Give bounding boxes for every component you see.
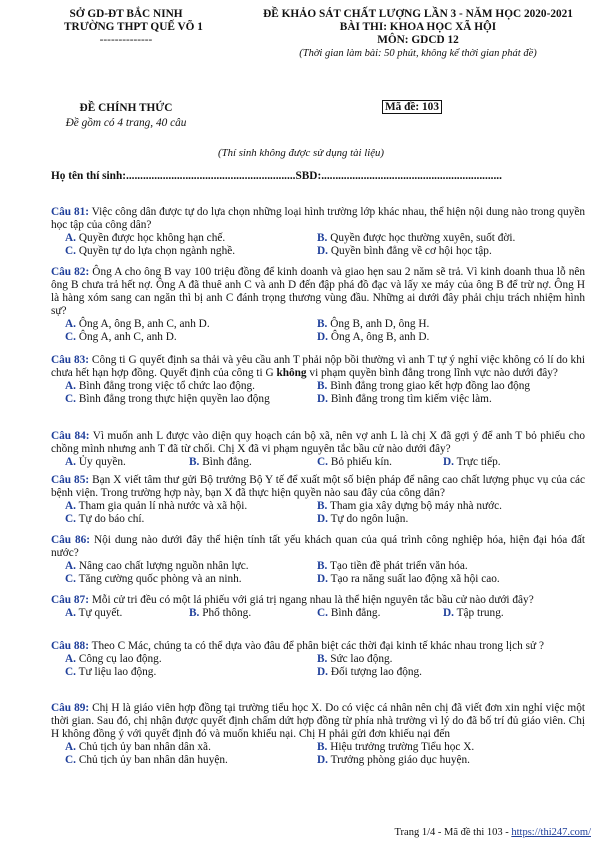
option-letter: A. (65, 318, 76, 331)
options-row (51, 573, 585, 586)
answer-option-b[interactable] (317, 380, 530, 393)
option-text: Bình đẳng trong giao kết hợp đồng lao động (330, 380, 531, 393)
option-text: Quyền tự do lựa chọn ngành nghề. (78, 245, 236, 258)
option-letter: B. (317, 500, 328, 513)
option-text: Quyền bình đẳng về cơ hội học tập. (330, 245, 492, 258)
question (51, 474, 585, 526)
question (51, 430, 585, 469)
option-text: Tạo tiền đề phát triển văn hóa. (329, 560, 468, 573)
answer-option-b[interactable] (317, 560, 468, 573)
question-text: Vì muốn anh L được vào diện quy hoạch cán bộ xã, nên vợ anh L là chị X đã gợi ý để anh T bỏ phiếu cho chồng mình nhưng anh T đã từ chối. Chị X đã vi phạm nguyên tắc bầu cử nào dưới đây? (51, 430, 585, 456)
option-text: Tham gia quản lí nhà nước và xã hội. (78, 500, 248, 513)
answer-option-c[interactable] (65, 513, 144, 526)
answer-option-a[interactable] (65, 741, 211, 754)
footer-text: Trang 1/4 - Mã đề thi 103 - (394, 827, 512, 838)
option-letter: D. (443, 456, 454, 469)
question-number: Câu 89: (51, 702, 90, 714)
question-text: Mỗi cử tri đều có một lá phiếu với giá trị ngang nhau là thể hiện nguyên tắc bầu cử nào dưới đây? (91, 594, 534, 606)
options-row (51, 245, 585, 258)
option-letter: A. (65, 456, 76, 469)
answer-option-c[interactable] (65, 331, 177, 344)
options-row (51, 754, 585, 767)
options-row (51, 653, 585, 666)
answer-option-b[interactable] (317, 318, 429, 331)
exam-subject-group: BÀI THI: KHOA HỌC XÃ HỘI (339, 21, 497, 34)
option-text: Tập trung. (456, 607, 504, 620)
question (51, 594, 585, 620)
question-stem (51, 702, 585, 741)
question-stem (51, 266, 585, 318)
question (51, 354, 585, 406)
option-text: Bỏ phiếu kín. (330, 456, 393, 469)
option-text: Ông A, ông B, anh D. (330, 331, 430, 344)
footer-link[interactable]: https://thi247.com/ (511, 827, 591, 838)
question (51, 534, 585, 586)
options-row (51, 741, 585, 754)
options-row (51, 331, 585, 344)
question-number: Câu 86: (51, 534, 91, 546)
question-text: Chị H là giáo viên hợp đồng tại trường tiểu học X. Do có việc cá nhân nên chị đã viết đơn xin nghỉ việc một thời gian. Sau đó, chị nhận được quyết định chấm dứt hợp đồng từ phía nhà trường vì lý do đã bố trí đủ giáo viên. Chị H không đồng ý với quyết định đó và muốn khiếu nại. Chị H phải gửi đơn khiếu nại đến (51, 702, 585, 741)
option-text: Công cụ lao động. (78, 653, 162, 666)
option-letter: C. (65, 513, 76, 526)
answer-option-c[interactable] (65, 245, 235, 258)
answer-option-a[interactable] (65, 500, 247, 513)
option-text: Chủ tịch ủy ban nhân dân huyện. (78, 754, 228, 767)
question-stem (51, 354, 585, 380)
option-letter: D. (317, 393, 328, 406)
option-letter: C. (65, 573, 76, 586)
option-letter: B. (189, 607, 200, 620)
exam-title: ĐỀ KHẢO SÁT CHẤT LƯỢNG LẦN 3 - NĂM HỌC 2020-2021 (263, 8, 573, 20)
answer-option-d[interactable] (317, 573, 500, 586)
answer-option-d[interactable] (317, 245, 492, 258)
header-right (244, 8, 592, 60)
answer-option-b[interactable] (317, 741, 474, 754)
options-row (51, 607, 585, 620)
candidate-info-line: Họ tên thí sinh:............................................................SBD:................................................................ (51, 170, 502, 182)
option-letter: D. (317, 754, 328, 767)
option-letter: A. (65, 560, 76, 573)
question (51, 702, 585, 767)
answer-option-d[interactable] (317, 393, 492, 406)
options-row (51, 500, 585, 513)
option-letter: B. (317, 232, 328, 245)
answer-option-a[interactable] (65, 318, 210, 331)
exam-code: Mã đề: 103 (382, 100, 442, 114)
option-text: Trưởng phòng giáo dục huyện. (330, 754, 470, 767)
answer-option-d[interactable] (317, 513, 408, 526)
option-text: Ông B, anh D, ông H. (330, 318, 430, 331)
option-text: Tự do ngôn luận. (330, 513, 409, 526)
question (51, 266, 585, 345)
options-row (51, 666, 585, 679)
option-letter: B. (317, 653, 328, 666)
option-letter: C. (65, 393, 76, 406)
option-letter: A. (65, 607, 76, 620)
option-text: Tham gia xây dựng bộ máy nhà nước. (329, 500, 502, 513)
option-text: Bình đẳng trong thực hiện quyền lao động (78, 393, 270, 406)
answer-option-a[interactable] (65, 380, 255, 393)
answer-option-c[interactable] (65, 754, 228, 767)
department-name: SỞ GD-ĐT BẮC NINH (69, 8, 183, 20)
option-letter: B. (317, 380, 328, 393)
option-text: Quyền được học không hạn chế. (78, 232, 226, 245)
options-row (51, 513, 585, 526)
question-text: Công ti G quyết định sa thải và yêu cầu anh T phải nộp bồi thường vì anh T tự ý nghỉ việc không có lí do khi chưa hết hạn hợp đồng. Quyết định của công ti G (51, 354, 585, 380)
option-text: Tạo ra năng suất lao động xã hội cao. (330, 573, 500, 586)
question-number: Câu 85: (51, 474, 90, 486)
option-letter: C. (317, 607, 328, 620)
options-row (51, 318, 585, 331)
option-letter: B. (189, 456, 200, 469)
option-letter: D. (317, 666, 328, 679)
option-text: Quyền được học thường xuyên, suốt đời. (330, 232, 516, 245)
answer-option-a[interactable] (65, 232, 225, 245)
answer-option-a[interactable] (65, 456, 126, 469)
question-text: Theo C Mác, chúng ta có thể dựa vào đâu để phân biệt các thời đại kinh tế khác nhau trong lịch sử ? (91, 640, 544, 652)
option-letter: D. (317, 513, 328, 526)
option-letter: A. (65, 653, 76, 666)
option-letter: D. (317, 331, 328, 344)
option-letter: B. (317, 741, 328, 754)
exam-code-box (382, 101, 442, 114)
answer-option-d[interactable] (443, 607, 504, 620)
question-text: Ông A cho ông B vay 100 triệu đồng để kinh doanh và giao hẹn sau 2 năm sẽ trả. Vì kinh doanh thua lỗ nên ông B chưa trả hết nợ. Ông A đã thuê anh C và anh D đến đập phá đồ đạc và lấy xe máy của ông B để trừ nợ. Ông H là hàng xóm sang can ngăn thì bị anh C đánh trọng thương vùng đầu. Những ai dưới đây phải chịu trách nhiệm hình sự? (51, 266, 586, 318)
option-text: Tư liệu lao động. (78, 666, 157, 679)
option-letter: C. (65, 331, 76, 344)
option-text: Tự do báo chí. (78, 513, 145, 526)
answer-option-c[interactable] (65, 666, 156, 679)
pages-note: Đề gồm có 4 trang, 40 câu (65, 117, 187, 129)
page-footer (395, 826, 592, 839)
question-stem (51, 640, 585, 653)
option-letter: A. (65, 500, 76, 513)
question-number: Câu 88: (51, 640, 89, 652)
option-text: Bình đẳng trong tìm kiếm việc làm. (330, 393, 492, 406)
header-divider: -------------- (99, 34, 153, 47)
answer-option-a[interactable] (65, 560, 249, 573)
answer-option-d[interactable] (317, 754, 470, 767)
question-text: vi phạm quyền bình đẳng trong lĩnh vực nào dưới đây? (306, 367, 558, 380)
option-text: Sức lao động. (330, 653, 393, 666)
answer-option-b[interactable] (317, 232, 515, 245)
question-text: Việc công dân được tự do lựa chọn những loại hình trường lớp khác nhau, thể hiện nội dung nào trong quyền học tập của công dân? (51, 206, 585, 232)
option-text: Trực tiếp. (456, 456, 501, 469)
answer-option-b[interactable] (189, 456, 252, 469)
option-letter: C. (65, 666, 76, 679)
answer-option-c[interactable] (65, 393, 270, 406)
option-letter: B. (317, 560, 328, 573)
option-text: Tự quyết. (78, 607, 123, 620)
option-letter: A. (65, 380, 76, 393)
question-number: Câu 81: (51, 206, 90, 218)
answer-option-b[interactable] (317, 653, 392, 666)
school-name: TRƯỜNG THPT QUẾ VÕ 1 (64, 21, 203, 34)
answer-option-c[interactable] (317, 607, 380, 620)
answer-option-a[interactable] (65, 653, 162, 666)
exam-subject: MÔN: GDCD 12 (377, 34, 459, 47)
option-text: Ông A, ông B, anh C, anh D. (78, 318, 210, 331)
question (51, 640, 585, 679)
options-row (51, 560, 585, 573)
option-letter: C. (65, 754, 76, 767)
question-stem (51, 474, 585, 500)
answer-option-c[interactable] (317, 456, 392, 469)
answer-option-c[interactable] (65, 573, 242, 586)
question-number: Câu 82: (51, 266, 90, 278)
question-number: Câu 87: (51, 594, 89, 606)
option-letter: B. (317, 318, 328, 331)
option-letter: D. (317, 573, 328, 586)
option-text: Đối tượng lao động. (330, 666, 422, 679)
option-text: Bình đẳng. (330, 607, 381, 620)
answer-option-d[interactable] (317, 331, 429, 344)
option-letter: D. (443, 607, 454, 620)
question-number: Câu 84: (51, 430, 90, 442)
options-row (51, 393, 585, 406)
question-text: Nội dung nào dưới đây thể hiện tính tất yếu khách quan của quá trình công nghiệp hóa, hiện đại hóa đất nước? (51, 534, 585, 560)
option-text: Nâng cao chất lượng nguồn nhân lực. (78, 560, 249, 573)
option-text: Ông A, anh C, anh D. (78, 331, 177, 344)
answer-option-b[interactable] (189, 607, 251, 620)
question (51, 206, 585, 258)
option-letter: A. (65, 741, 76, 754)
question-stem (51, 534, 585, 560)
option-text: Bình đẳng trong việc tổ chức lao động. (78, 380, 255, 393)
question-text: Bạn X viết tâm thư gửi Bộ trưởng Bộ Y tế để xuất một số biện pháp để nâng cao chất lượng phục vụ của các bệnh viện. Trong trường hợp này, bạn X đã thực hiện quyền nào sau đây của công dân? (51, 474, 585, 500)
question-stem (51, 594, 585, 607)
answer-option-d[interactable] (317, 666, 422, 679)
option-text: Hiệu trưởng trường Tiểu học X. (330, 741, 475, 754)
options-row (51, 232, 585, 245)
option-letter: C. (65, 245, 76, 258)
options-row (51, 456, 585, 469)
option-text: Chủ tịch ủy ban nhân dân xã. (78, 741, 211, 754)
exam-time: (Thời gian làm bài: 50 phút, không kể thời gian phát đề) (299, 48, 537, 60)
option-text: Tăng cường quốc phòng và an ninh. (78, 573, 242, 586)
option-letter: D. (317, 245, 328, 258)
question-stem (51, 430, 585, 456)
header-left (64, 8, 203, 47)
official-label: ĐỀ CHÍNH THỨC (79, 102, 173, 114)
answer-option-a[interactable] (65, 607, 122, 620)
question-stem (51, 206, 585, 232)
question-emphasis: không (276, 367, 307, 380)
option-letter: A. (65, 232, 76, 245)
option-text: Ủy quyền. (78, 456, 126, 469)
answer-option-b[interactable] (317, 500, 502, 513)
options-row (51, 380, 585, 393)
answer-option-d[interactable] (443, 456, 501, 469)
option-text: Phổ thông. (202, 607, 252, 620)
option-letter: C. (317, 456, 328, 469)
option-text: Bình đẳng. (202, 456, 252, 469)
materials-note: (Thí sinh không được sử dụng tài liệu) (218, 147, 384, 159)
question-number: Câu 83: (51, 354, 90, 366)
